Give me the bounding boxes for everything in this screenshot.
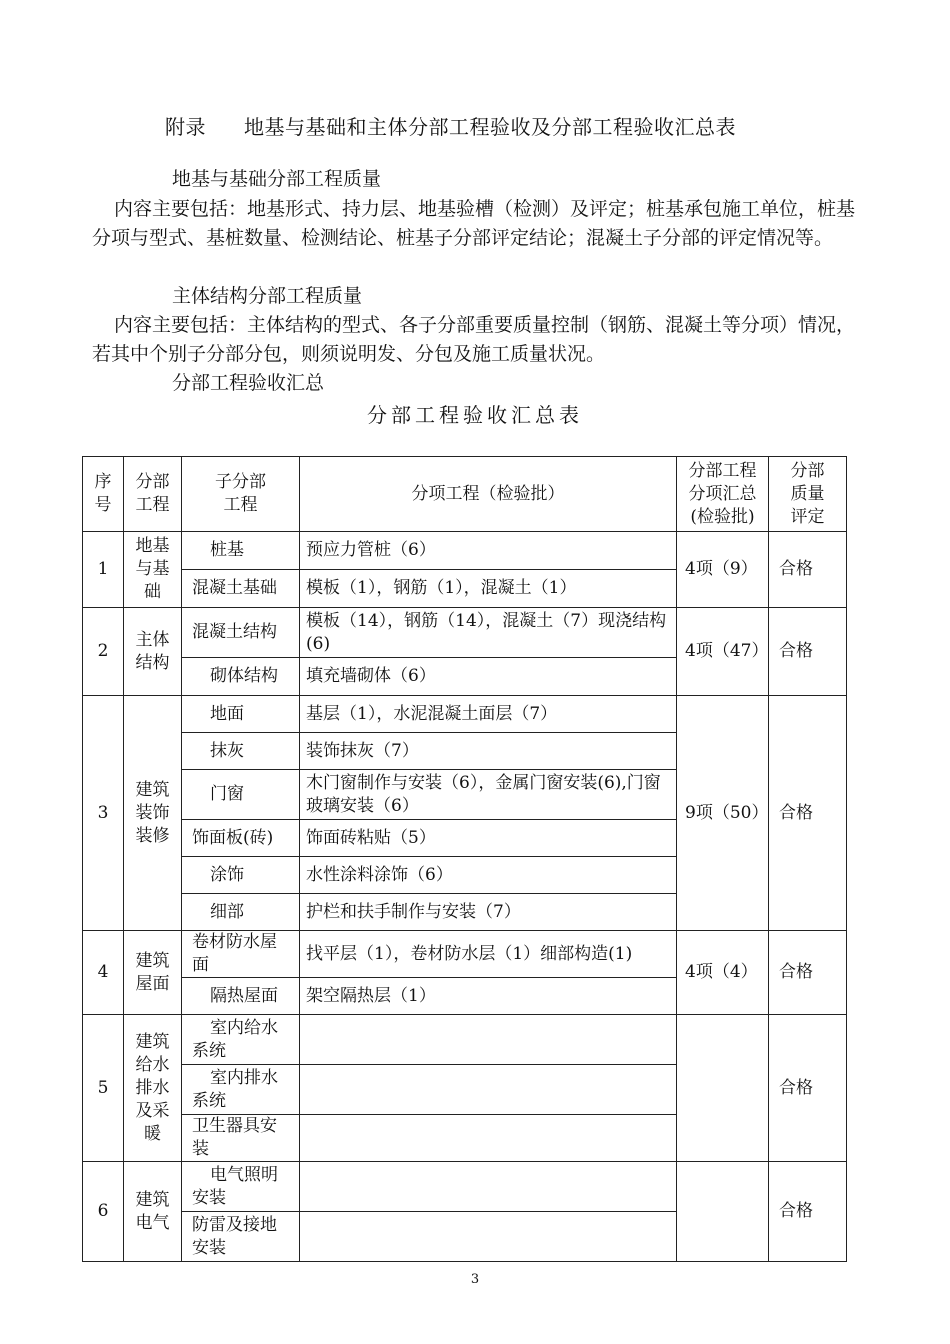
subdivision-name: 电气照明安装 <box>182 1162 300 1212</box>
inspection-items: 预应力管桩（6） <box>300 532 677 570</box>
inspection-items: 水性涂料涂饰（6） <box>300 857 677 894</box>
inspection-items: 模板（1），钢筋（1），混凝土（1） <box>300 570 677 608</box>
inspection-items <box>300 1015 677 1065</box>
subdivision-name: 饰面板(砖) <box>182 820 300 857</box>
division-name: 地基与基础 <box>124 532 182 608</box>
header-eval: 分部质量评定 <box>769 457 847 532</box>
subdivision-name: 室内给水系统 <box>182 1015 300 1065</box>
section-heading: 地基与基础分部工程质量 <box>172 168 382 190</box>
table-row <box>83 532 847 570</box>
table-row <box>83 608 847 658</box>
subdivision-name: 防雷及接地安装 <box>182 1212 300 1262</box>
inspection-items <box>300 1212 677 1262</box>
inspection-items: 填充墙砌体（6） <box>300 658 677 696</box>
row-number: 4 <box>83 931 124 1015</box>
inspection-items <box>300 1065 677 1115</box>
summary-table <box>82 456 847 1262</box>
row-number: 5 <box>83 1015 124 1162</box>
inspection-items: 木门窗制作与安装（6），金属门窗安装(6),门窗玻璃安装（6） <box>300 770 677 820</box>
section-paragraph: 内容主要包括：地基形式、持力层、地基验槽（检测）及评定；桩基承包施工单位，桩基分项与型式、基桩数量、检测结论、桩基子分部评定结论；混凝土子分部的评定情况等。 <box>92 198 856 249</box>
row-number: 6 <box>83 1162 124 1262</box>
header-sub: 子分部工程 <box>182 457 300 532</box>
division-summary: 4项（47） <box>677 608 769 696</box>
quality-evaluation: 合格 <box>769 608 847 696</box>
row-number: 1 <box>83 532 124 608</box>
inspection-items <box>300 1115 677 1162</box>
table-row <box>83 696 847 733</box>
division-name: 建筑屋面 <box>124 931 182 1015</box>
quality-evaluation: 合格 <box>769 1015 847 1162</box>
section-paragraph: 内容主要包括：主体结构的型式、各子分部重要质量控制（钢筋、混凝土等分项）情况，若其中个别子分部分包，则须说明发、分包及施工质量状况。 <box>92 314 856 365</box>
header-summary: 分部工程分项汇总(检验批) <box>677 457 769 532</box>
table-row <box>83 931 847 978</box>
inspection-items: 装饰抹灰（7） <box>300 733 677 770</box>
subdivision-name: 桩基 <box>182 532 300 570</box>
table-header-row <box>83 457 847 532</box>
row-number: 2 <box>83 608 124 696</box>
subdivision-name: 卫生器具安装 <box>182 1115 300 1162</box>
subdivision-name: 室内排水系统 <box>182 1065 300 1115</box>
subdivision-name: 混凝土基础 <box>182 570 300 608</box>
title-text: 地基与基础和主体分部工程验收及分部工程验收汇总表 <box>244 115 736 139</box>
subdivision-name: 细部 <box>182 894 300 931</box>
table-title: 分部工程验收汇总表 <box>367 403 583 427</box>
inspection-items: 架空隔热层（1） <box>300 978 677 1015</box>
page-number: 3 <box>470 1272 480 1287</box>
subdivision-name: 混凝土结构 <box>182 608 300 658</box>
subdivision-name: 门窗 <box>182 770 300 820</box>
inspection-items: 饰面砖粘贴（5） <box>300 820 677 857</box>
inspection-items <box>300 1162 677 1212</box>
quality-evaluation: 合格 <box>769 532 847 608</box>
division-summary: 4项（4） <box>677 931 769 1015</box>
division-summary <box>677 1162 769 1262</box>
subdivision-name: 隔热屋面 <box>182 978 300 1015</box>
section-heading: 分部工程验收汇总 <box>172 372 325 394</box>
quality-evaluation: 合格 <box>769 1162 847 1262</box>
quality-evaluation: 合格 <box>769 696 847 931</box>
division-name: 建筑电气 <box>124 1162 182 1262</box>
section-heading: 主体结构分部工程质量 <box>172 285 363 307</box>
inspection-items: 找平层（1），卷材防水层（1）细部构造(1) <box>300 931 677 978</box>
table-row <box>83 1162 847 1212</box>
header-items: 分项工程（检验批） <box>300 457 677 532</box>
division-name: 建筑给水排水及采暖 <box>124 1015 182 1162</box>
title-prefix: 附录 <box>165 115 206 139</box>
inspection-items: 模板（14），钢筋（14），混凝土（7）现浇结构(6) <box>300 608 677 658</box>
inspection-items: 基层（1），水泥混凝土面层（7） <box>300 696 677 733</box>
subdivision-name: 地面 <box>182 696 300 733</box>
subdivision-name: 涂饰 <box>182 857 300 894</box>
row-number: 3 <box>83 696 124 931</box>
subdivision-name: 砌体结构 <box>182 658 300 696</box>
division-summary: 4项（9） <box>677 532 769 608</box>
table-row <box>83 1015 847 1065</box>
inspection-items: 护栏和扶手制作与安装（7） <box>300 894 677 931</box>
header-no: 序号 <box>83 457 124 532</box>
page-title <box>165 111 736 140</box>
division-name: 主体结构 <box>124 608 182 696</box>
subdivision-name: 卷材防水屋面 <box>182 931 300 978</box>
division-name: 建筑装饰装修 <box>124 696 182 931</box>
quality-evaluation: 合格 <box>769 931 847 1015</box>
division-summary: 9项（50） <box>677 696 769 931</box>
header-part: 分部工程 <box>124 457 182 532</box>
division-summary <box>677 1015 769 1162</box>
subdivision-name: 抹灰 <box>182 733 300 770</box>
